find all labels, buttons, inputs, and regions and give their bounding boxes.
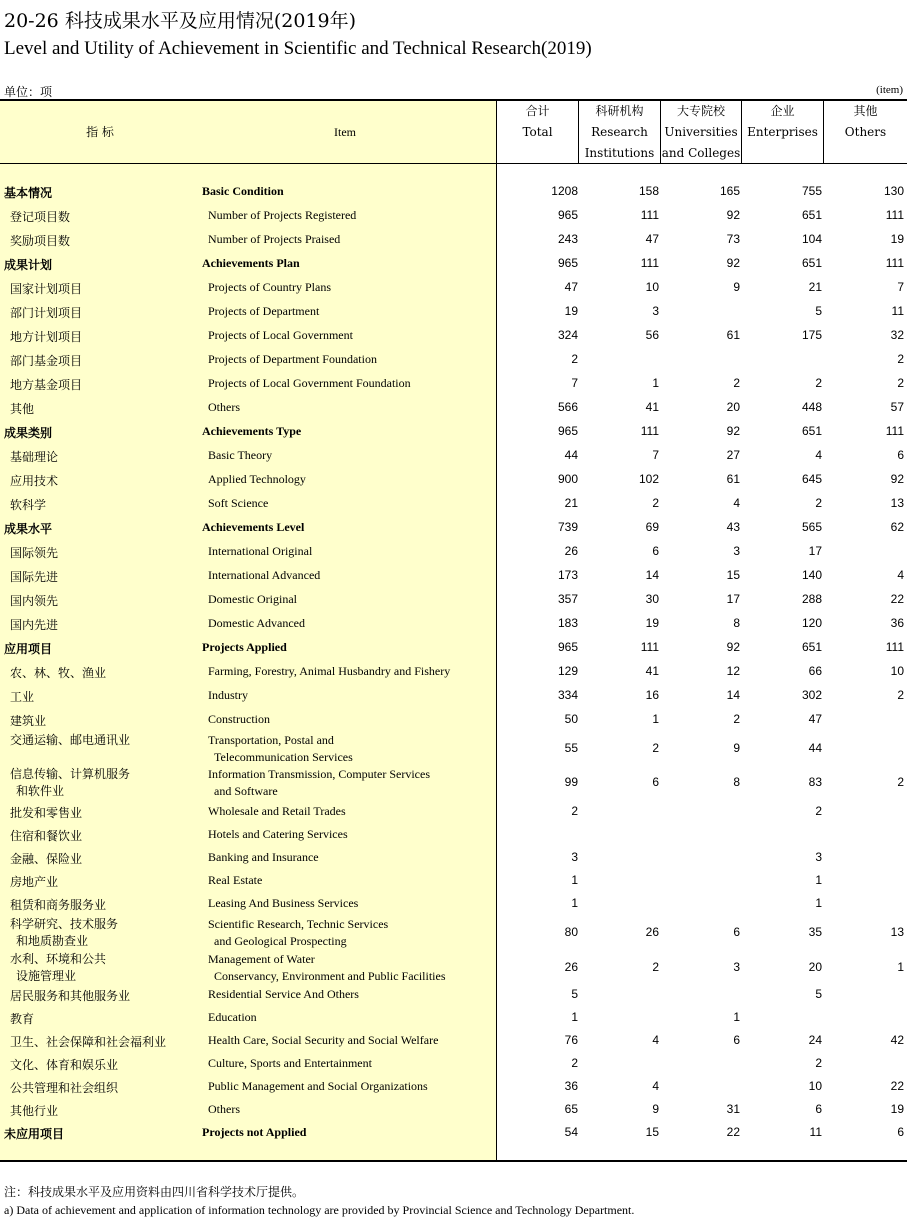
cell-total: 50 bbox=[564, 712, 578, 726]
row-label-en: Projects of Department bbox=[208, 304, 320, 318]
row-label-en: Projects not Applied bbox=[202, 1125, 307, 1139]
cell-total: 357 bbox=[557, 592, 578, 606]
row-label-cn: 信息传输、计算机服务 bbox=[10, 767, 131, 781]
cell-universities: 31 bbox=[726, 1102, 740, 1116]
cell-research: 7 bbox=[652, 448, 659, 462]
row-label-en: Basic Theory bbox=[208, 448, 273, 462]
row-label-cn: 基本情况 bbox=[4, 186, 53, 200]
header-col-universities bbox=[661, 101, 741, 164]
page-title-en: Level and Utility of Achievement in Scientific and Technical Research(2019) bbox=[4, 38, 592, 59]
footnote-en: a) Data of achievement and application of information technology are provided by Provincial Science and Technology Department. bbox=[4, 1203, 635, 1217]
cell-total: 1 bbox=[571, 896, 578, 910]
row-label-en: Hotels and Catering Services bbox=[208, 827, 348, 841]
cell-others: 6 bbox=[897, 1125, 904, 1139]
cell-others: 36 bbox=[890, 616, 904, 630]
unit-label: 单位：项 bbox=[4, 85, 53, 99]
cell-others: 2 bbox=[897, 775, 904, 789]
row-label-en: Banking and Insurance bbox=[208, 850, 319, 864]
header-col-cn: 科研机构 bbox=[595, 104, 644, 118]
header-col-en: Total bbox=[522, 125, 553, 139]
cell-universities: 15 bbox=[726, 568, 740, 582]
cell-enterprises: 2 bbox=[815, 376, 822, 390]
cell-research: 2 bbox=[652, 496, 659, 510]
cell-total: 99 bbox=[564, 775, 578, 789]
cell-total: 26 bbox=[564, 960, 578, 974]
cell-research: 111 bbox=[640, 640, 659, 654]
column-divider bbox=[496, 101, 497, 1161]
row-label-en-cont: and Geological Prospecting bbox=[214, 934, 347, 948]
cell-total: 965 bbox=[557, 208, 578, 222]
cell-others: 32 bbox=[890, 328, 904, 342]
cell-total: 173 bbox=[557, 568, 578, 582]
cell-enterprises: 5 bbox=[815, 987, 822, 1001]
row-label-en: Residential Service And Others bbox=[208, 987, 359, 1001]
cell-research: 30 bbox=[645, 592, 659, 606]
cell-universities: 1 bbox=[733, 1010, 740, 1024]
cell-research: 9 bbox=[652, 1102, 659, 1116]
row-label-en-cont: Telecommunication Services bbox=[214, 750, 353, 764]
row-label-cn: 登记项目数 bbox=[10, 210, 71, 224]
row-label-en: Domestic Advanced bbox=[208, 616, 305, 630]
cell-research: 19 bbox=[645, 616, 659, 630]
cell-total: 900 bbox=[557, 472, 578, 486]
row-label-en: Others bbox=[208, 400, 240, 414]
header-col-en: Others bbox=[844, 125, 887, 139]
cell-research: 69 bbox=[645, 520, 659, 534]
cell-research: 15 bbox=[645, 1125, 659, 1139]
row-label-en: International Original bbox=[208, 544, 313, 558]
cell-research: 41 bbox=[645, 400, 659, 414]
row-label-cn: 房地产业 bbox=[10, 875, 59, 889]
cell-enterprises: 104 bbox=[801, 232, 822, 246]
cell-research: 4 bbox=[652, 1033, 659, 1047]
header-col-en: Research bbox=[591, 125, 648, 139]
cell-research: 16 bbox=[645, 688, 659, 702]
header-col-total bbox=[497, 101, 578, 143]
cell-total: 36 bbox=[564, 1079, 578, 1093]
row-label-cn: 农、林、牧、渔业 bbox=[10, 666, 107, 680]
cell-enterprises: 120 bbox=[801, 616, 822, 630]
cell-enterprises: 288 bbox=[801, 592, 822, 606]
unit-label-en: (item) bbox=[876, 84, 903, 96]
cell-universities: 2 bbox=[733, 376, 740, 390]
cell-total: 1 bbox=[571, 873, 578, 887]
row-label-cn: 部门基金项目 bbox=[10, 354, 83, 368]
row-label-en: Achievements Level bbox=[202, 520, 305, 534]
cell-total: 739 bbox=[557, 520, 578, 534]
row-label-en: Management of Water bbox=[208, 952, 315, 966]
cell-others: 62 bbox=[890, 520, 904, 534]
cell-universities: 165 bbox=[719, 184, 740, 198]
cell-enterprises: 44 bbox=[808, 741, 822, 755]
row-label-cn: 工业 bbox=[10, 690, 35, 704]
cell-others: 19 bbox=[890, 1102, 904, 1116]
cell-enterprises: 11 bbox=[809, 1125, 822, 1139]
cell-others: 111 bbox=[885, 256, 904, 270]
row-label-cn-cont: 和软件业 bbox=[16, 784, 65, 798]
row-label-cn: 其他行业 bbox=[10, 1104, 59, 1118]
cell-research: 2 bbox=[652, 960, 659, 974]
cell-research: 41 bbox=[645, 664, 659, 678]
cell-universities: 61 bbox=[726, 472, 740, 486]
cell-others: 111 bbox=[885, 640, 904, 654]
cell-universities: 27 bbox=[726, 448, 740, 462]
cell-enterprises: 3 bbox=[815, 850, 822, 864]
cell-enterprises: 645 bbox=[801, 472, 822, 486]
row-label-cn: 成果类别 bbox=[4, 426, 53, 440]
row-label-en: Industry bbox=[208, 688, 248, 702]
footnote-cn: 注：科技成果水平及应用资料由四川省科学技术厅提供。 bbox=[4, 1185, 305, 1199]
cell-total: 26 bbox=[564, 544, 578, 558]
cell-enterprises: 10 bbox=[808, 1079, 822, 1093]
header-col-cn: 其他 bbox=[853, 104, 878, 118]
row-label-cn: 批发和零售业 bbox=[10, 806, 83, 820]
cell-total: 334 bbox=[557, 688, 578, 702]
cell-total: 243 bbox=[557, 232, 578, 246]
cell-research: 2 bbox=[652, 741, 659, 755]
row-label-cn: 卫生、社会保障和社会福利业 bbox=[10, 1035, 167, 1049]
cell-others: 4 bbox=[897, 568, 904, 582]
row-label-cn: 水利、环境和公共 bbox=[10, 952, 107, 966]
cell-research: 1 bbox=[652, 712, 659, 726]
cell-others: 92 bbox=[890, 472, 904, 486]
row-label-cn: 地方计划项目 bbox=[10, 330, 83, 344]
cell-others: 13 bbox=[890, 925, 904, 939]
row-label-cn-cont: 和地质勘查业 bbox=[16, 934, 89, 948]
cell-research: 102 bbox=[638, 472, 659, 486]
row-label-cn: 软科学 bbox=[10, 498, 47, 512]
row-label-cn: 应用项目 bbox=[4, 642, 53, 656]
row-label-en: Scientific Research, Technic Services bbox=[208, 917, 389, 931]
cell-total: 76 bbox=[564, 1033, 578, 1047]
row-label-cn: 国际领先 bbox=[10, 546, 59, 560]
cell-research: 56 bbox=[645, 328, 659, 342]
cell-enterprises: 35 bbox=[808, 925, 822, 939]
row-label-cn: 其他 bbox=[10, 402, 35, 416]
row-label-en: Projects of Department Foundation bbox=[208, 352, 377, 366]
row-label-cn: 部门计划项目 bbox=[10, 306, 83, 320]
cell-enterprises: 448 bbox=[801, 400, 822, 414]
cell-enterprises: 140 bbox=[801, 568, 822, 582]
row-label-en: Projects of Local Government bbox=[208, 328, 353, 342]
cell-universities: 8 bbox=[733, 616, 740, 630]
cell-total: 566 bbox=[557, 400, 578, 414]
cell-enterprises: 302 bbox=[801, 688, 822, 702]
cell-enterprises: 83 bbox=[808, 775, 822, 789]
header-col-research bbox=[579, 101, 660, 164]
cell-total: 183 bbox=[557, 616, 578, 630]
cell-universities: 14 bbox=[726, 688, 740, 702]
cell-others: 10 bbox=[890, 664, 904, 678]
cell-others: 7 bbox=[897, 280, 904, 294]
cell-total: 965 bbox=[557, 640, 578, 654]
row-label-cn-cont: 设施管理业 bbox=[16, 969, 77, 983]
row-label-cn: 应用技术 bbox=[10, 474, 59, 488]
cell-total: 324 bbox=[557, 328, 578, 342]
cell-others: 2 bbox=[897, 352, 904, 366]
row-label-en: Education bbox=[208, 1010, 257, 1024]
cell-total: 1 bbox=[571, 1010, 578, 1024]
row-label-en: Health Care, Social Security and Social Welfare bbox=[208, 1033, 439, 1047]
cell-universities: 92 bbox=[726, 256, 740, 270]
cell-enterprises: 4 bbox=[815, 448, 822, 462]
row-label-en: Construction bbox=[208, 712, 270, 726]
row-label-cn: 教育 bbox=[10, 1012, 35, 1026]
row-label-cn: 租赁和商务服务业 bbox=[10, 898, 107, 912]
cell-total: 21 bbox=[564, 496, 578, 510]
cell-enterprises: 5 bbox=[815, 304, 822, 318]
cell-others: 1 bbox=[897, 960, 904, 974]
row-label-en-cont: Conservancy, Environment and Public Facilities bbox=[214, 969, 446, 983]
cell-enterprises: 66 bbox=[808, 664, 822, 678]
cell-universities: 6 bbox=[733, 1033, 740, 1047]
cell-universities: 8 bbox=[733, 775, 740, 789]
row-label-en: Farming, Forestry, Animal Husbandry and Fishery bbox=[208, 664, 451, 678]
cell-enterprises: 2 bbox=[815, 1056, 822, 1070]
cell-enterprises: 651 bbox=[801, 208, 822, 222]
cell-research: 111 bbox=[640, 424, 659, 438]
row-label-cn: 国家计划项目 bbox=[10, 282, 83, 296]
cell-others: 42 bbox=[890, 1033, 904, 1047]
cell-enterprises: 17 bbox=[808, 544, 822, 558]
row-label-en: Achievements Type bbox=[202, 424, 302, 438]
cell-universities: 61 bbox=[726, 328, 740, 342]
cell-research: 111 bbox=[640, 256, 659, 270]
row-label-cn: 成果水平 bbox=[4, 522, 53, 536]
row-label-en: Projects Applied bbox=[202, 640, 287, 654]
row-label-en: Number of Projects Praised bbox=[208, 232, 341, 246]
row-label-en: Transportation, Postal and bbox=[208, 733, 334, 747]
row-label-cn: 国际先进 bbox=[10, 570, 59, 584]
row-label-en: Domestic Original bbox=[208, 592, 297, 606]
cell-universities: 92 bbox=[726, 640, 740, 654]
cell-universities: 12 bbox=[726, 664, 740, 678]
cell-universities: 92 bbox=[726, 424, 740, 438]
row-label-en: International Advanced bbox=[208, 568, 321, 582]
cell-total: 55 bbox=[564, 741, 578, 755]
cell-enterprises: 2 bbox=[815, 804, 822, 818]
cell-enterprises: 651 bbox=[801, 640, 822, 654]
row-label-en: Soft Science bbox=[208, 496, 269, 510]
row-label-cn: 居民服务和其他服务业 bbox=[10, 989, 131, 1003]
header-item: Item bbox=[334, 125, 356, 139]
header-col-en: Enterprises bbox=[747, 125, 818, 139]
row-label-en: Public Management and Social Organizations bbox=[208, 1079, 428, 1093]
cell-research: 4 bbox=[652, 1079, 659, 1093]
cell-total: 80 bbox=[564, 925, 578, 939]
header-col-cn: 企业 bbox=[770, 104, 795, 118]
cell-research: 1 bbox=[652, 376, 659, 390]
cell-total: 44 bbox=[564, 448, 578, 462]
cell-research: 6 bbox=[652, 544, 659, 558]
cell-research: 3 bbox=[652, 304, 659, 318]
cell-research: 6 bbox=[652, 775, 659, 789]
header-col-enterprises bbox=[742, 101, 823, 143]
cell-enterprises: 20 bbox=[808, 960, 822, 974]
cell-others: 13 bbox=[890, 496, 904, 510]
row-label-en: Number of Projects Registered bbox=[208, 208, 357, 222]
row-label-en: Wholesale and Retail Trades bbox=[208, 804, 346, 818]
cell-others: 6 bbox=[897, 448, 904, 462]
cell-total: 65 bbox=[564, 1102, 578, 1116]
cell-total: 965 bbox=[557, 256, 578, 270]
row-label-en: Basic Condition bbox=[202, 184, 284, 198]
cell-enterprises: 1 bbox=[815, 873, 822, 887]
cell-enterprises: 2 bbox=[815, 496, 822, 510]
row-label-cn: 文化、体育和娱乐业 bbox=[10, 1058, 119, 1072]
cell-research: 47 bbox=[645, 232, 659, 246]
cell-enterprises: 24 bbox=[808, 1033, 822, 1047]
cell-others: 2 bbox=[897, 376, 904, 390]
cell-enterprises: 651 bbox=[801, 424, 822, 438]
row-label-cn: 住宿和餐饮业 bbox=[10, 829, 83, 843]
cell-enterprises: 565 bbox=[801, 520, 822, 534]
cell-universities: 4 bbox=[733, 496, 740, 510]
page-title-cn: 20-26 科技成果水平及应用情况(2019年) bbox=[4, 10, 356, 32]
cell-universities: 43 bbox=[726, 520, 740, 534]
cell-total: 2 bbox=[571, 1056, 578, 1070]
row-label-en: Leasing And Business Services bbox=[208, 896, 359, 910]
row-label-cn: 国内先进 bbox=[10, 618, 59, 632]
row-label-cn: 交通运输、邮电通讯业 bbox=[10, 733, 131, 747]
cell-others: 2 bbox=[897, 688, 904, 702]
row-label-en-cont: and Software bbox=[214, 784, 278, 798]
cell-universities: 9 bbox=[733, 741, 740, 755]
row-label-cn: 奖励项目数 bbox=[10, 234, 71, 248]
cell-others: 130 bbox=[883, 184, 904, 198]
header-col-en: Universities bbox=[664, 125, 738, 139]
cell-total: 5 bbox=[571, 987, 578, 1001]
row-label-cn: 国内领先 bbox=[10, 594, 59, 608]
cell-research: 158 bbox=[638, 184, 659, 198]
row-label-en: Real Estate bbox=[208, 873, 263, 887]
header-col-en2: Institutions bbox=[584, 146, 655, 160]
row-label-en: Information Transmission, Computer Services bbox=[208, 767, 430, 781]
cell-universities: 20 bbox=[726, 400, 740, 414]
row-label-en: Projects of Local Government Foundation bbox=[208, 376, 411, 390]
cell-universities: 17 bbox=[726, 592, 740, 606]
cell-total: 129 bbox=[557, 664, 578, 678]
cell-others: 22 bbox=[890, 592, 904, 606]
row-label-en: Applied Technology bbox=[208, 472, 306, 486]
cell-universities: 9 bbox=[733, 280, 740, 294]
header-col-cn: 大专院校 bbox=[676, 104, 725, 118]
cell-others: 11 bbox=[891, 304, 904, 318]
cell-universities: 2 bbox=[733, 712, 740, 726]
cell-research: 10 bbox=[645, 280, 659, 294]
cell-total: 3 bbox=[571, 850, 578, 864]
cell-research: 111 bbox=[640, 208, 659, 222]
cell-enterprises: 175 bbox=[801, 328, 822, 342]
header-indicator: 指 标 bbox=[86, 125, 114, 139]
cell-total: 54 bbox=[564, 1125, 578, 1139]
row-label-cn: 地方基金项目 bbox=[10, 378, 83, 392]
header-bottom-rule bbox=[0, 163, 907, 164]
row-label-en: Achievements Plan bbox=[202, 256, 300, 270]
cell-total: 965 bbox=[557, 424, 578, 438]
cell-others: 57 bbox=[890, 400, 904, 414]
row-label-cn: 未应用项目 bbox=[4, 1127, 65, 1141]
cell-research: 14 bbox=[645, 568, 659, 582]
cell-enterprises: 1 bbox=[815, 896, 822, 910]
cell-research: 26 bbox=[645, 925, 659, 939]
row-label-cn: 公共管理和社会组织 bbox=[10, 1081, 119, 1095]
cell-enterprises: 6 bbox=[815, 1102, 822, 1116]
row-label-cn: 金融、保险业 bbox=[10, 852, 83, 866]
cell-others: 22 bbox=[890, 1079, 904, 1093]
row-label-en: Culture, Sports and Entertainment bbox=[208, 1056, 372, 1070]
cell-total: 47 bbox=[564, 280, 578, 294]
cell-enterprises: 755 bbox=[801, 184, 822, 198]
row-label-cn: 基础理论 bbox=[10, 450, 59, 464]
cell-enterprises: 47 bbox=[808, 712, 822, 726]
row-label-cn: 建筑业 bbox=[10, 714, 47, 728]
row-label-cn: 成果计划 bbox=[4, 258, 53, 272]
cell-total: 19 bbox=[564, 304, 578, 318]
cell-others: 19 bbox=[890, 232, 904, 246]
cell-universities: 73 bbox=[726, 232, 740, 246]
cell-total: 7 bbox=[571, 376, 578, 390]
cell-enterprises: 21 bbox=[808, 280, 822, 294]
cell-universities: 3 bbox=[733, 544, 740, 558]
cell-total: 1208 bbox=[551, 184, 578, 198]
table-bottom-rule bbox=[0, 1160, 907, 1162]
cell-others: 111 bbox=[885, 424, 904, 438]
row-label-en: Projects of Country Plans bbox=[208, 280, 331, 294]
cell-total: 2 bbox=[571, 352, 578, 366]
cell-universities: 6 bbox=[733, 925, 740, 939]
header-col-en2: and Colleges bbox=[661, 146, 741, 160]
row-label-cn: 科学研究、技术服务 bbox=[10, 917, 119, 931]
cell-others: 111 bbox=[885, 208, 904, 222]
row-label-en: Others bbox=[208, 1102, 240, 1116]
cell-total: 2 bbox=[571, 804, 578, 818]
header-col-others bbox=[824, 101, 907, 143]
cell-universities: 3 bbox=[733, 960, 740, 974]
header-col-cn: 合计 bbox=[525, 104, 550, 118]
cell-universities: 92 bbox=[726, 208, 740, 222]
cell-enterprises: 651 bbox=[801, 256, 822, 270]
cell-universities: 22 bbox=[726, 1125, 740, 1139]
